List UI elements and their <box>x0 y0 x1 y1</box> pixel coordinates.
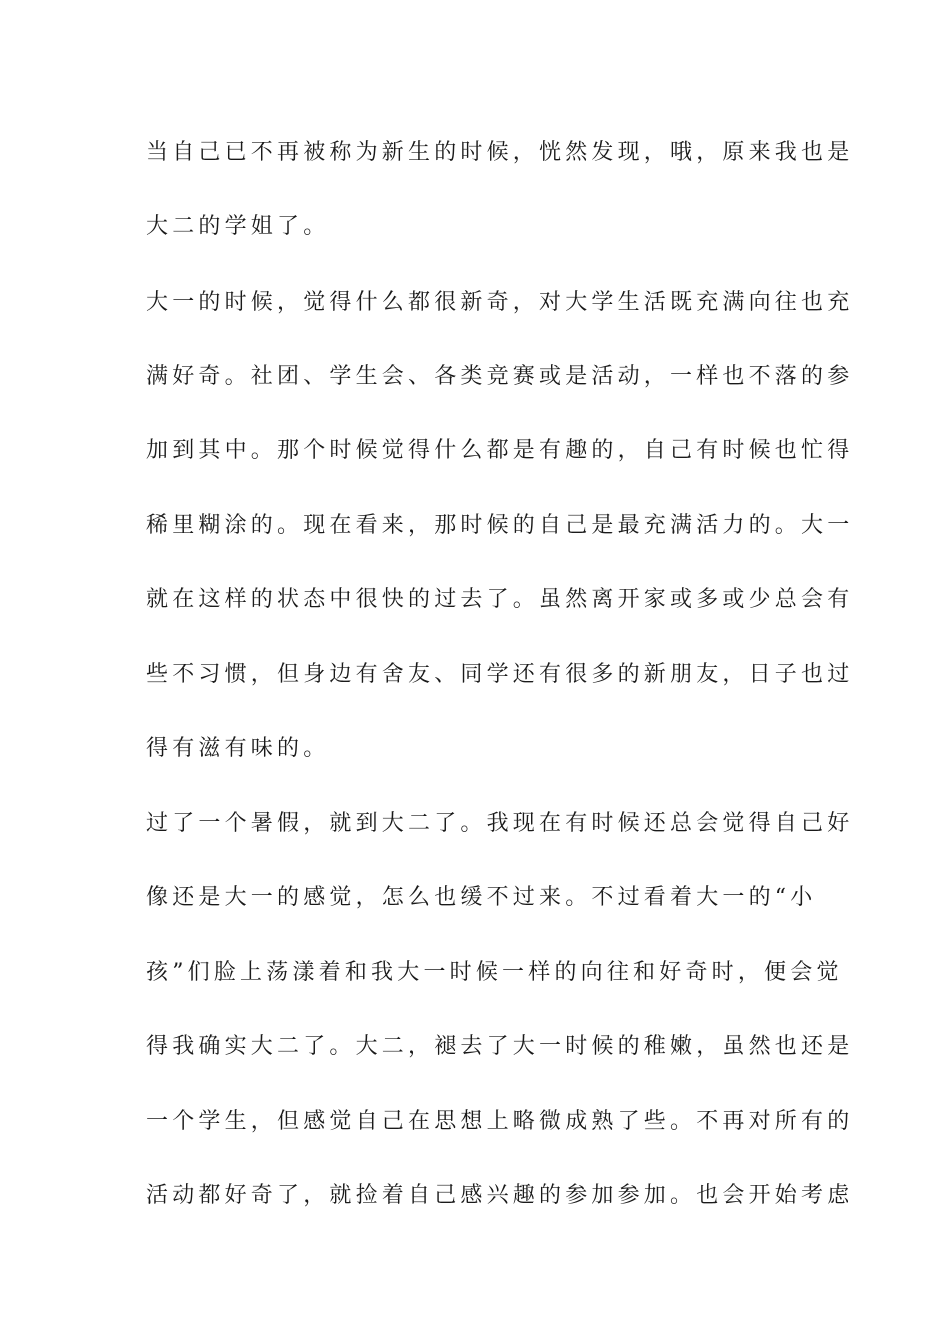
text-line: 些不习惯，但身边有舍友、同学还有很多的新朋友，日子也过 <box>146 662 854 687</box>
text-line: 满好奇。社团、学生会、各类竞赛或是活动，一样也不落的参 <box>146 364 854 389</box>
text-line: 孩”们脸上荡漾着和我大一时候一样的向往和好奇时，便会觉 <box>146 960 843 985</box>
text-line: 像还是大一的感觉，怎么也缓不过来。不过看着大一的“小 <box>146 885 817 910</box>
text-line: 加到其中。那个时候觉得什么都是有趣的，自己有时候也忙得 <box>146 438 854 463</box>
text-line: 大二的学姐了。 <box>146 214 330 239</box>
text-line: 当自己已不再被称为新生的时候，恍然发现，哦，原来我也是 <box>146 140 854 165</box>
text-line: 稀里糊涂的。现在看来，那时候的自己是最充满活力的。大一 <box>146 513 854 538</box>
text-line: 活动都好奇了，就捡着自己感兴趣的参加参加。也会开始考虑 <box>146 1183 854 1208</box>
text-line: 大一的时候，觉得什么都很新奇，对大学生活既充满向往也充 <box>146 290 854 315</box>
text-line: 得我确实大二了。大二，褪去了大一时候的稚嫩，虽然也还是 <box>146 1034 854 1059</box>
text-line: 过了一个暑假，就到大二了。我现在有时候还总会觉得自己好 <box>146 811 854 836</box>
text-line: 就在这样的状态中很快的过去了。虽然离开家或多或少总会有 <box>146 587 854 612</box>
text-line: 得有滋有味的。 <box>146 736 330 761</box>
text-line: 一个学生，但感觉自己在思想上略微成熟了些。不再对所有的 <box>146 1109 854 1134</box>
